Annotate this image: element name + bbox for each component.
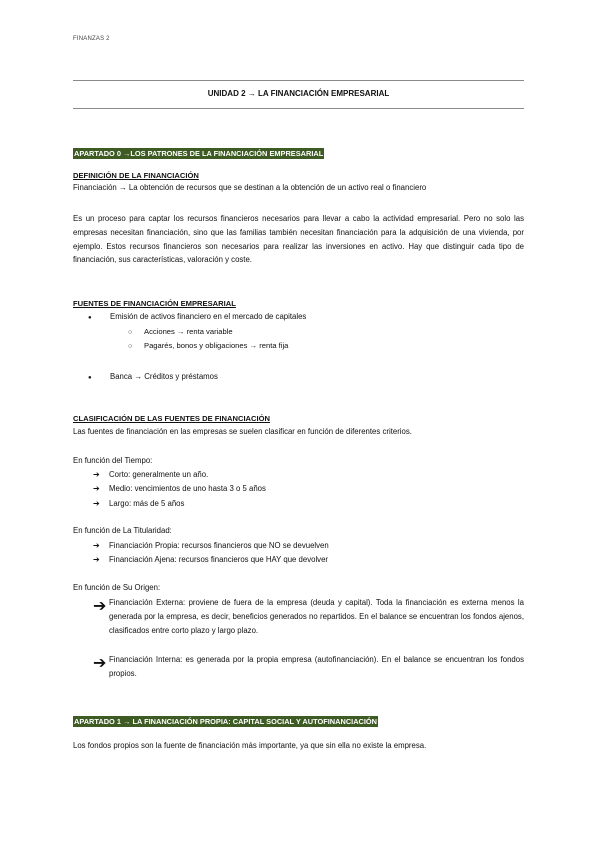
list-item bbox=[88, 312, 306, 321]
list-item bbox=[93, 539, 329, 553]
apartado1-paragraph: Los fondos propios son la fuente de financiación más importante, ya que sin ella no existe la empresa. bbox=[73, 741, 427, 750]
definicion-paragraph: Es un proceso para captar los recursos financieros necesarios para llevar a cabo la actividad empresarial. Pero no solo las empresas necesitan financiación, sino que las familias también necesitan financiación para la adquisición de una vivienda, por ejemplo. Estos recursos financieros son necesarios para realizar las inversiones en activo. Hay que distinguir cada tipo de financiación, sus características, valoración y coste. bbox=[73, 214, 524, 265]
list-item bbox=[88, 372, 218, 381]
clasificacion-heading: CLASIFICACIÓN DE LAS FUENTES DE FINANCIACIÓN bbox=[73, 414, 271, 423]
arrow-icon: ➔ bbox=[93, 555, 100, 564]
section-apartado1-heading bbox=[73, 711, 378, 729]
list-subitem-label: Acciones → renta variable bbox=[144, 327, 233, 336]
origen-label: En función de Su Origen: bbox=[73, 583, 161, 592]
clasificacion-intro: Las fuentes de financiación en las empresas se suelen clasificar en función de diferentes criterios. bbox=[73, 427, 412, 436]
list-item-label: Banca → Créditos y préstamos bbox=[110, 372, 218, 381]
fuentes-heading: FUENTES DE FINANCIACIÓN EMPRESARIAL bbox=[73, 299, 236, 308]
arrow-icon: ➔ bbox=[93, 541, 100, 550]
arrow-icon: ➔ bbox=[93, 598, 107, 615]
list-item bbox=[93, 482, 266, 496]
list-subitem-label: Pagarés, bonos y obligaciones → renta fija bbox=[144, 341, 289, 350]
running-header: FINANZAS 2 bbox=[73, 36, 110, 42]
list-item-label: Medio: vencimientos de uno hasta 3 o 5 años bbox=[109, 484, 266, 493]
circle-bullet-icon: ○ bbox=[128, 343, 133, 350]
list-item-label: Largo: más de 5 años bbox=[109, 499, 185, 508]
section-apartado0-heading bbox=[73, 143, 324, 161]
definicion-heading: DEFINICIÓN DE LA FINANCIACIÓN bbox=[73, 171, 199, 180]
bullet-icon: ● bbox=[88, 375, 92, 381]
list-item-label: Financiación Ajena: recursos financieros que HAY que devolver bbox=[109, 555, 329, 564]
list-item bbox=[93, 497, 184, 511]
list-subitem bbox=[128, 341, 288, 350]
arrow-icon: ➔ bbox=[93, 655, 107, 672]
definicion-line: Financiación → La obtención de recursos que se destinan a la obtención de un activo real o financiero bbox=[73, 183, 427, 192]
title-rule-top bbox=[73, 80, 524, 81]
highlight-heading: APARTADO 0 →LOS PATRONES DE LA FINANCIACIÓN EMPRESARIAL bbox=[74, 149, 324, 158]
arrow-icon: ➔ bbox=[93, 470, 100, 479]
circle-bullet-icon: ○ bbox=[128, 329, 133, 336]
list-item-label: Corto: generalmente un año. bbox=[109, 470, 209, 479]
list-item bbox=[93, 468, 208, 482]
arrow-icon: ➔ bbox=[93, 484, 100, 493]
list-item-label: Emisión de activos financiero en el mercado de capitales bbox=[110, 312, 307, 321]
origen-externa: Financiación Externa: proviene de fuera de la empresa (deuda y capital). Toda la financiación es externa menos la generada por la empresa, es decir, beneficios generados no repartidos. En el balance se encuentran los fondos ajenos, clasificados entre corto plazo y largo plazo. bbox=[109, 598, 524, 635]
list-subitem bbox=[128, 327, 233, 336]
bullet-icon: ● bbox=[88, 315, 92, 321]
highlight-heading: APARTADO 1 → LA FINANCIACIÓN PROPIA: CAPITAL SOCIAL Y AUTOFINANCIACIÓN bbox=[74, 717, 378, 726]
page-title: UNIDAD 2 → LA FINANCIACIÓN EMPRESARIAL bbox=[207, 89, 390, 98]
tiempo-label: En función del Tiempo: bbox=[73, 456, 153, 465]
arrow-icon: ➔ bbox=[93, 499, 100, 508]
list-item bbox=[93, 553, 328, 567]
origen-interna: Financiación Interna: es generada por la propia empresa (autofinanciación). En el balance se encuentran los fondos propios. bbox=[109, 655, 524, 678]
titularidad-label: En función de La Titularidad: bbox=[73, 526, 172, 535]
title-rule-bottom bbox=[73, 108, 524, 109]
list-item-label: Financiación Propia: recursos financieros que NO se devuelven bbox=[109, 541, 329, 550]
